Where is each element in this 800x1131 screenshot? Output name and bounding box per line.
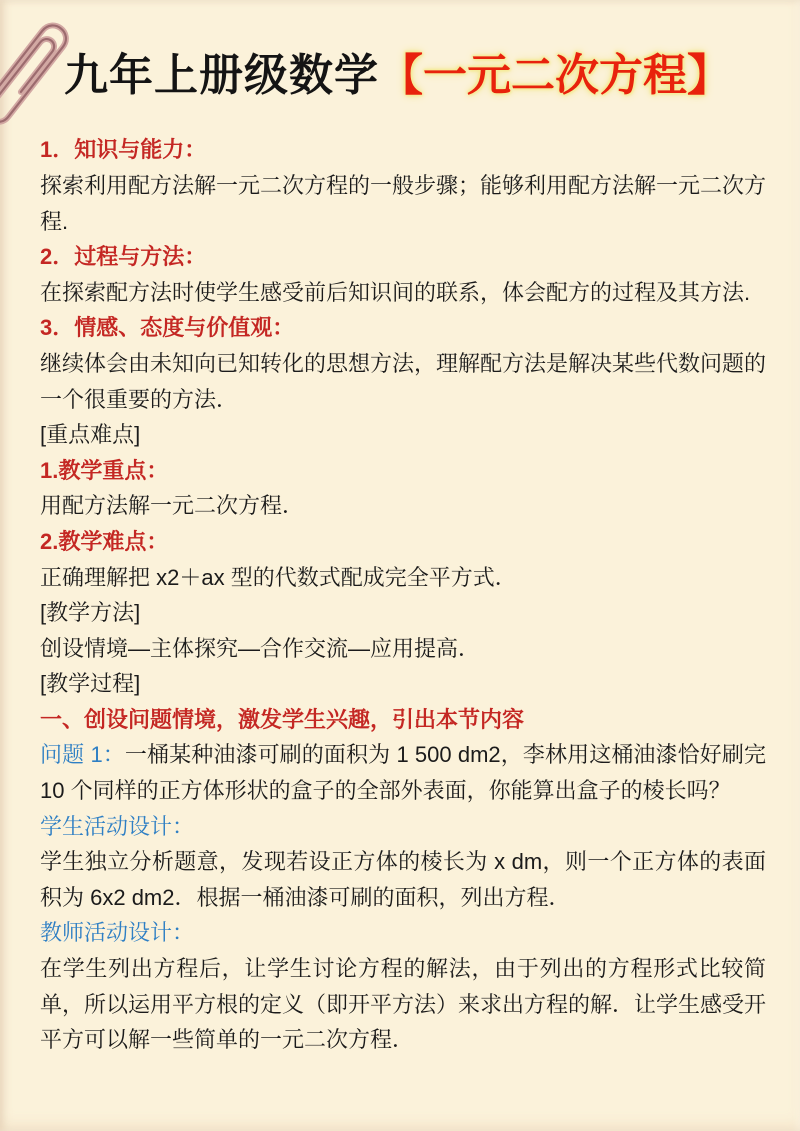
body-paragraph	[40, 560, 766, 596]
text-segment: [教学方法]	[40, 600, 141, 626]
body-paragraph	[40, 737, 766, 808]
body-paragraph	[40, 417, 766, 453]
text-segment: [重点难点]	[40, 422, 141, 448]
text-segment: 问题 1：	[40, 742, 125, 768]
red-subheading	[40, 524, 766, 560]
text-segment: 1.教学重点：	[40, 457, 169, 483]
lesson-content	[40, 132, 766, 1057]
text-segment: 学生活动设计：	[40, 813, 195, 839]
red-subheading	[40, 239, 766, 275]
red-subheading	[40, 453, 766, 489]
body-paragraph	[40, 346, 766, 417]
title-text: 九年上册级数学	[64, 51, 379, 100]
text-segment: 用配方法解一元二次方程．	[40, 493, 305, 519]
body-paragraph	[40, 631, 766, 667]
body-paragraph	[40, 844, 766, 915]
text-segment: 教师活动设计：	[40, 920, 195, 946]
text-segment: 学生独立分析题意，发现若设正方体的棱长为 x dm，则一个正方体的表面积为 6x2 dm2．根据一桶油漆可刷的面积，列出方程．	[40, 849, 766, 910]
title-highlight: 【一元二次方程】	[379, 50, 731, 101]
text-segment: 继续体会由未知向已知转化的思想方法，理解配方法是解决某些代数问题的一个很重要的方法．	[40, 350, 767, 412]
body-paragraph	[40, 275, 766, 311]
text-segment: 2.教学难点：	[40, 528, 169, 554]
text-segment: 一、创设问题情境，激发学生兴趣，引出本节内容	[40, 706, 525, 732]
red-subheading	[40, 132, 766, 168]
blue-subheading	[40, 915, 766, 951]
blue-subheading	[40, 809, 766, 845]
body-paragraph	[40, 951, 766, 1058]
text-segment: [教学过程]	[40, 671, 141, 697]
page-title	[0, 0, 800, 105]
text-segment: 正确理解把 x2＋ax 型的代数式配成完全平方式．	[40, 564, 517, 590]
text-segment: 一桶某种油漆可刷的面积为 1 500 dm2，李林用这桶油漆恰好刷完 10 个同样的正方体形状的盒子的全部外表面，你能算出盒子的棱长吗？	[40, 742, 766, 804]
body-paragraph	[40, 595, 766, 631]
text-segment: 在学生列出方程后，让学生讨论方程的解法，由于列出的方程形式比较简单，所以运用平方根的定义（即开平方法）来求出方程的解．让学生感受开平方可以解一些简单的一元二次方程．	[40, 956, 767, 1053]
text-segment: 在探索配方法时使学生感受前后知识间的联系，体会配方的过程及其方法.	[40, 279, 751, 305]
text-segment: 创设情境—主体探究—合作交流—应用提高．	[40, 635, 481, 661]
text-segment: 3．情感、态度与价值观：	[40, 315, 295, 341]
text-segment: 2．过程与方法：	[40, 244, 207, 270]
body-paragraph	[40, 666, 766, 702]
body-paragraph	[40, 488, 766, 524]
red-subheading	[40, 702, 766, 738]
red-subheading	[40, 310, 766, 346]
text-segment: 探索利用配方法解一元二次方程的一般步骤；能够利用配方法解一元二次方程.	[40, 172, 767, 234]
body-paragraph	[40, 168, 766, 239]
text-segment: 1．知识与能力：	[40, 137, 207, 163]
